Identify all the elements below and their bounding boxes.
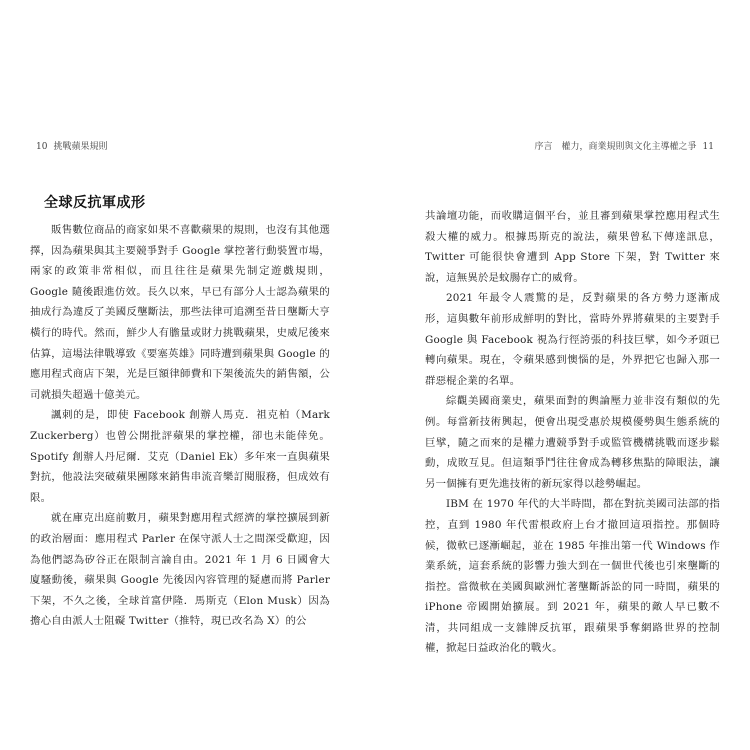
right-paragraph-3: 綜觀美國商業史，蘋果面對的輿論壓力並非沒有類似的先例。每當新技術興起，便會出現受惠於規模優勢與生態系統的巨擘，隨之而來的是權力遭競爭對手或監管機構挑戰而逐步鬆動，成敗互見。但這類爭鬥往往會成為轉移焦點的障眼法，讓另一個擁有更先進技術的新玩家得以趁勢崛起。	[425, 395, 720, 490]
right-page	[425, 130, 720, 655]
left-page-number: 10	[36, 142, 48, 152]
right-paragraph-2: 2021 年最令人震驚的是，反對蘋果的各方勢力逐漸成形，這與數年前形成鮮明的對比，當時外界將蘋果的主要對手 Google 與 Facebook 視為行徑誇張的科技巨擘，如今矛頭已轉向蘋果。現在，令蘋果感到懊惱的是，外界把它也歸入那一群惡棍企業的名單。	[425, 292, 720, 387]
right-paragraph-1: 共論壇功能，而收購這個平台，並且審到蘋果掌控應用程式生殺大權的威力。根據馬斯克的說法，蘋果曾私下傳達訊息，Twitter 可能很快會遭到 App Store 下架，對 Twitter 來說，這無異於是蚊腸存亡的威脅。	[425, 210, 720, 284]
right-page-number: 11	[702, 142, 714, 152]
left-running-head	[30, 140, 330, 154]
right-paragraph-4: IBM 在 1970 年代的大半時間，都在對抗美國司法部的指控，直到 1980 年代雷根政府上台才撤回這項指控。那個時候，微軟已逐漸崛起，並在 1985 年推出第一代 Windows 作業系統，這套系統的影響力強大到在一個世代後也引來壟斷的指控。當微軟在美國與歐洲忙著壟斷訴訟的同一時間，蘋果的 iPhone 帝國開始擴展。到 2021 年，蘋果的敵人早已數不清，共同組成一支雜牌反抗軍，跟蘋果爭奪網路世界的控制權，掀起日益政治化的戰火。	[425, 498, 720, 655]
left-body-text	[30, 220, 330, 632]
left-paragraph-1: 販售數位商品的商家如果不喜歡蘋果的規則，也沒有其他選擇，因為蘋果與其主要競爭對手 Google 掌控著行動裝置市場，兩家的政策非常相似，而且往往是蘋果先制定遊戲規則，Google 隨後跟進仿效。長久以來，早已有部分人士認為蘋果的抽成行為違反了美國反壟斷法，那些法律可追溯至昔日壟斷大亨橫行的時代。然而，鮮少人有膽量或財力挑戰蘋果，史威尼後來估算，這場法律戰導致《要塞英雄》同時遭到蘋果與 Google 的應用程式商店下架，光是巨額律師費和下架後流失的銷售額，公司就損失超過十億美元。	[30, 224, 330, 401]
left-paragraph-3: 就在庫克出庭前數月，蘋果對應用程式經濟的掌控擴展到新的政治層面：應用程式 Parler 在保守派人士之間深受歡迎，因為他們認為矽谷正在限制言論自由。2021 年 1 月 6 日國會大廈騷動後，蘋果與 Google 先後因內容管理的疑慮而將 Parler 下架，不久之後，全球首富伊隆．馬斯克（Elon Musk）因為擔心自由派人士阻礙 Twitter（推特，現已改名為 X）的公	[30, 512, 330, 628]
left-running-head-title: 挑戰蘋果規則	[53, 142, 108, 152]
right-body-text	[425, 206, 720, 659]
right-running-head-title: 序言 權力，商業規則與文化主導權之爭	[534, 142, 697, 152]
left-page	[30, 130, 330, 630]
right-running-head	[425, 140, 720, 154]
left-paragraph-2: 諷刺的是，即使 Facebook 創辦人馬克．祖克柏（Mark Zuckerberg）也曾公開批評蘋果的掌控權，卻也未能倖免。Spotify 創辦人丹尼爾．艾克（Daniel Ek）多年來一直與蘋果對抗，他設法突破蘋果團隊來銷售串流音樂訂閱服務，但成效有限。	[30, 409, 330, 504]
chapter-title: 全球反抗軍成形	[44, 195, 146, 211]
